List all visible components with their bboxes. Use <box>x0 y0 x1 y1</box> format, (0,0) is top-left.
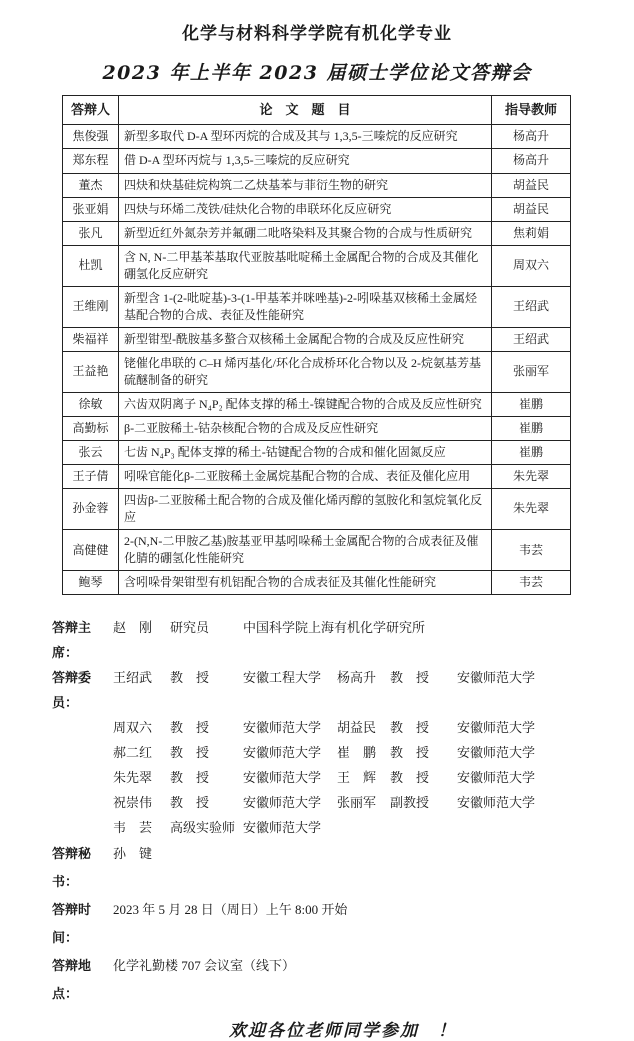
committee-member-title: 教 授 <box>170 770 210 786</box>
thesis-title: 铑催化串联的 C–H 烯丙基化/环化合成桥环化合物以及 2-烷氨基芳基硫醚制备的研究 <box>119 351 492 392</box>
table-row <box>63 392 571 416</box>
thesis-title: 借 D-A 型环丙烷与 1,3,5-三嗪烷的反应研究 <box>119 149 492 173</box>
committee-block <box>52 665 634 840</box>
advisor-name: 崔鹏 <box>492 392 571 416</box>
advisor-name: 王绍武 <box>492 286 571 327</box>
time-line <box>52 896 634 952</box>
advisor-name: 周双六 <box>492 245 571 286</box>
page-subtitle: 2023 年上半年 2023 届硕士学位论文答辩会 <box>102 62 532 84</box>
defense-location: 化学礼勤楼 707 会议室（线下） <box>113 958 296 974</box>
advisor-name: 崔鹏 <box>492 416 571 440</box>
thesis-title: 四炔与环烯二茂铁/硅炔化合物的串联环化反应研究 <box>119 197 492 221</box>
committee-member-university: 安徽师范大学 <box>457 670 536 686</box>
table-row <box>63 440 571 464</box>
thesis-title: 四炔和炔基硅烷构筑二乙炔基苯与菲衍生物的研究 <box>119 173 492 197</box>
defender-name: 鲍琴 <box>63 571 119 595</box>
header-advisor: 指导教师 <box>492 96 571 125</box>
table-header-row <box>63 96 571 125</box>
thesis-title: β-二亚胺稀土-钴杂核配合物的合成及反应性研究 <box>119 416 492 440</box>
table-row <box>63 464 571 488</box>
committee-row <box>52 740 634 765</box>
thesis-title: 六齿双阴离子 N₄P₂ 配体支撑的稀土-镍键配合物的合成及反应性研究 <box>119 392 492 416</box>
header-defender: 答辩人 <box>63 96 119 125</box>
committee-member-title: 高级实验师 <box>170 820 236 836</box>
committee-member-title: 副教授 <box>390 795 430 811</box>
defender-name: 孙金蓉 <box>63 488 119 529</box>
committee-member-name: 郝二红 <box>113 745 153 761</box>
advisor-name: 张丽军 <box>492 351 571 392</box>
thesis-title: 含 N, N-二甲基苯基取代亚胺基吡啶稀土金属配合物的合成及其催化硼氢化反应研究 <box>119 245 492 286</box>
location-label: 答辩地点： <box>52 958 92 1002</box>
committee-row <box>52 790 634 815</box>
table-row <box>63 245 571 286</box>
thesis-title: 新型含 1-(2-吡啶基)-3-(1-甲基苯并咪唑基)-2-吲哚基双核稀土金属烃基配合物的合成、表征及性能研究 <box>119 286 492 327</box>
location-line <box>52 952 634 1008</box>
table-row <box>63 488 571 529</box>
page-title: 化学与材料科学学院有机化学专业 <box>182 24 452 43</box>
secretary-line <box>52 840 634 896</box>
defender-name: 王子倩 <box>63 464 119 488</box>
thesis-title: 四齿β-二亚胺稀土配合物的合成及催化烯丙醇的氢胺化和氢烷氧化反应 <box>119 488 492 529</box>
footer-info <box>52 615 634 1041</box>
time-label: 答辩时间： <box>52 902 92 946</box>
defender-name: 董杰 <box>63 173 119 197</box>
advisor-name: 韦芸 <box>492 571 571 595</box>
defender-name: 张凡 <box>63 221 119 245</box>
committee-member-university: 安徽工程大学 <box>243 670 322 686</box>
committee-member-university: 安徽师范大学 <box>457 720 536 736</box>
secretary-label: 答辩秘书： <box>52 846 92 890</box>
thesis-title: 新型钳型-酰胺基多螯合双核稀土金属配合物的合成及反应性研究 <box>119 327 492 351</box>
thesis-title: 七齿 N₄P₃ 配体支撑的稀土-钴键配合物的合成和催化固氮反应 <box>119 440 492 464</box>
table-row <box>63 286 571 327</box>
committee-row <box>52 665 634 715</box>
thesis-title: 新型多取代 D-A 型环丙烷的合成及其与 1,3,5-三嗪烷的反应研究 <box>119 125 492 149</box>
committee-row <box>52 765 634 790</box>
committee-member-name: 王 辉 <box>337 770 377 786</box>
thesis-title: 吲哚官能化β-二亚胺稀土金属烷基配合物的合成、表征及催化应用 <box>119 464 492 488</box>
defense-time: 2023 年 5 月 28 日（周日）上午 8:00 开始 <box>113 902 348 918</box>
committee-member-university: 安徽师范大学 <box>243 720 322 736</box>
committee-member-title: 教 授 <box>170 670 210 686</box>
committee-member-university: 安徽师范大学 <box>457 770 536 786</box>
advisor-name: 杨高升 <box>492 125 571 149</box>
defender-name: 徐敏 <box>63 392 119 416</box>
chair-affiliation: 中国科学院上海有机化学研究所 <box>243 620 426 636</box>
defender-name: 王维刚 <box>63 286 119 327</box>
committee-member-university: 安徽师范大学 <box>243 770 322 786</box>
advisor-name: 崔鹏 <box>492 440 571 464</box>
advisor-name: 王绍武 <box>492 327 571 351</box>
table-row <box>63 351 571 392</box>
advisor-name: 焦莉娟 <box>492 221 571 245</box>
committee-member-title: 教 授 <box>170 795 210 811</box>
defender-name: 焦俊强 <box>63 125 119 149</box>
table-row <box>63 125 571 149</box>
chair-name: 赵 刚 <box>113 620 153 636</box>
advisor-name: 朱先翠 <box>492 488 571 529</box>
committee-member-name: 王绍武 <box>113 670 153 686</box>
committee-member-name: 韦 芸 <box>113 820 153 836</box>
welcome-line: 欢迎各位老师同学参加 ！ <box>229 1021 457 1041</box>
committee-member-name: 崔 鹏 <box>337 745 377 761</box>
table-row <box>63 173 571 197</box>
committee-member-title: 教 授 <box>390 670 430 686</box>
committee-label: 答辩委员： <box>52 670 92 711</box>
defender-name: 高勤标 <box>63 416 119 440</box>
defender-name: 张云 <box>63 440 119 464</box>
committee-member-title: 教 授 <box>390 720 430 736</box>
committee-member-name: 杨高升 <box>337 670 377 686</box>
table-row <box>63 221 571 245</box>
committee-member-title: 教 授 <box>390 745 430 761</box>
thesis-title: 含吲哚骨架钳型有机铝配合物的合成表征及其催化性能研究 <box>119 571 492 595</box>
committee-member-title: 教 授 <box>170 745 210 761</box>
table-row <box>63 530 571 571</box>
defender-name: 杜凯 <box>63 245 119 286</box>
committee-member-university: 安徽师范大学 <box>243 820 322 836</box>
committee-member-name: 祝崇伟 <box>113 795 153 811</box>
defender-name: 高健健 <box>63 530 119 571</box>
table-row <box>63 571 571 595</box>
chair-line <box>52 615 634 665</box>
advisor-name: 杨高升 <box>492 149 571 173</box>
committee-member-name: 张丽军 <box>337 795 377 811</box>
table-row <box>63 327 571 351</box>
advisor-name: 朱先翠 <box>492 464 571 488</box>
defense-schedule-table <box>62 95 571 595</box>
table-row <box>63 416 571 440</box>
defender-name: 王益艳 <box>63 351 119 392</box>
table-row <box>63 197 571 221</box>
committee-row <box>52 815 634 840</box>
defender-name: 郑东程 <box>63 149 119 173</box>
committee-member-university: 安徽师范大学 <box>243 795 322 811</box>
chair-label: 答辩主席： <box>52 620 92 661</box>
committee-member-university: 安徽师范大学 <box>457 745 536 761</box>
committee-member-name: 周双六 <box>113 720 153 736</box>
thesis-title: 新型近红外氮杂芳并氟硼二吡咯染料及其聚合物的合成与性质研究 <box>119 221 492 245</box>
committee-member-title: 教 授 <box>390 770 430 786</box>
committee-member-title: 教 授 <box>170 720 210 736</box>
advisor-name: 胡益民 <box>492 173 571 197</box>
committee-row <box>52 715 634 740</box>
secretary-name: 孙 键 <box>113 846 153 862</box>
committee-member-name: 朱先翠 <box>113 770 153 786</box>
committee-member-name: 胡益民 <box>337 720 377 736</box>
table-row <box>63 149 571 173</box>
advisor-name: 胡益民 <box>492 197 571 221</box>
defender-name: 柴福祥 <box>63 327 119 351</box>
committee-member-university: 安徽师范大学 <box>457 795 536 811</box>
advisor-name: 韦芸 <box>492 530 571 571</box>
chair-title: 研究员 <box>170 620 210 636</box>
thesis-title: 2-(N,N-二甲胺乙基)胺基亚甲基吲哚稀土金属配合物的合成表征及催化腈的硼氢化性能研究 <box>119 530 492 571</box>
header-thesis-title: 论 文 题 目 <box>119 96 492 125</box>
committee-member-university: 安徽师范大学 <box>243 745 322 761</box>
defender-name: 张亚娟 <box>63 197 119 221</box>
